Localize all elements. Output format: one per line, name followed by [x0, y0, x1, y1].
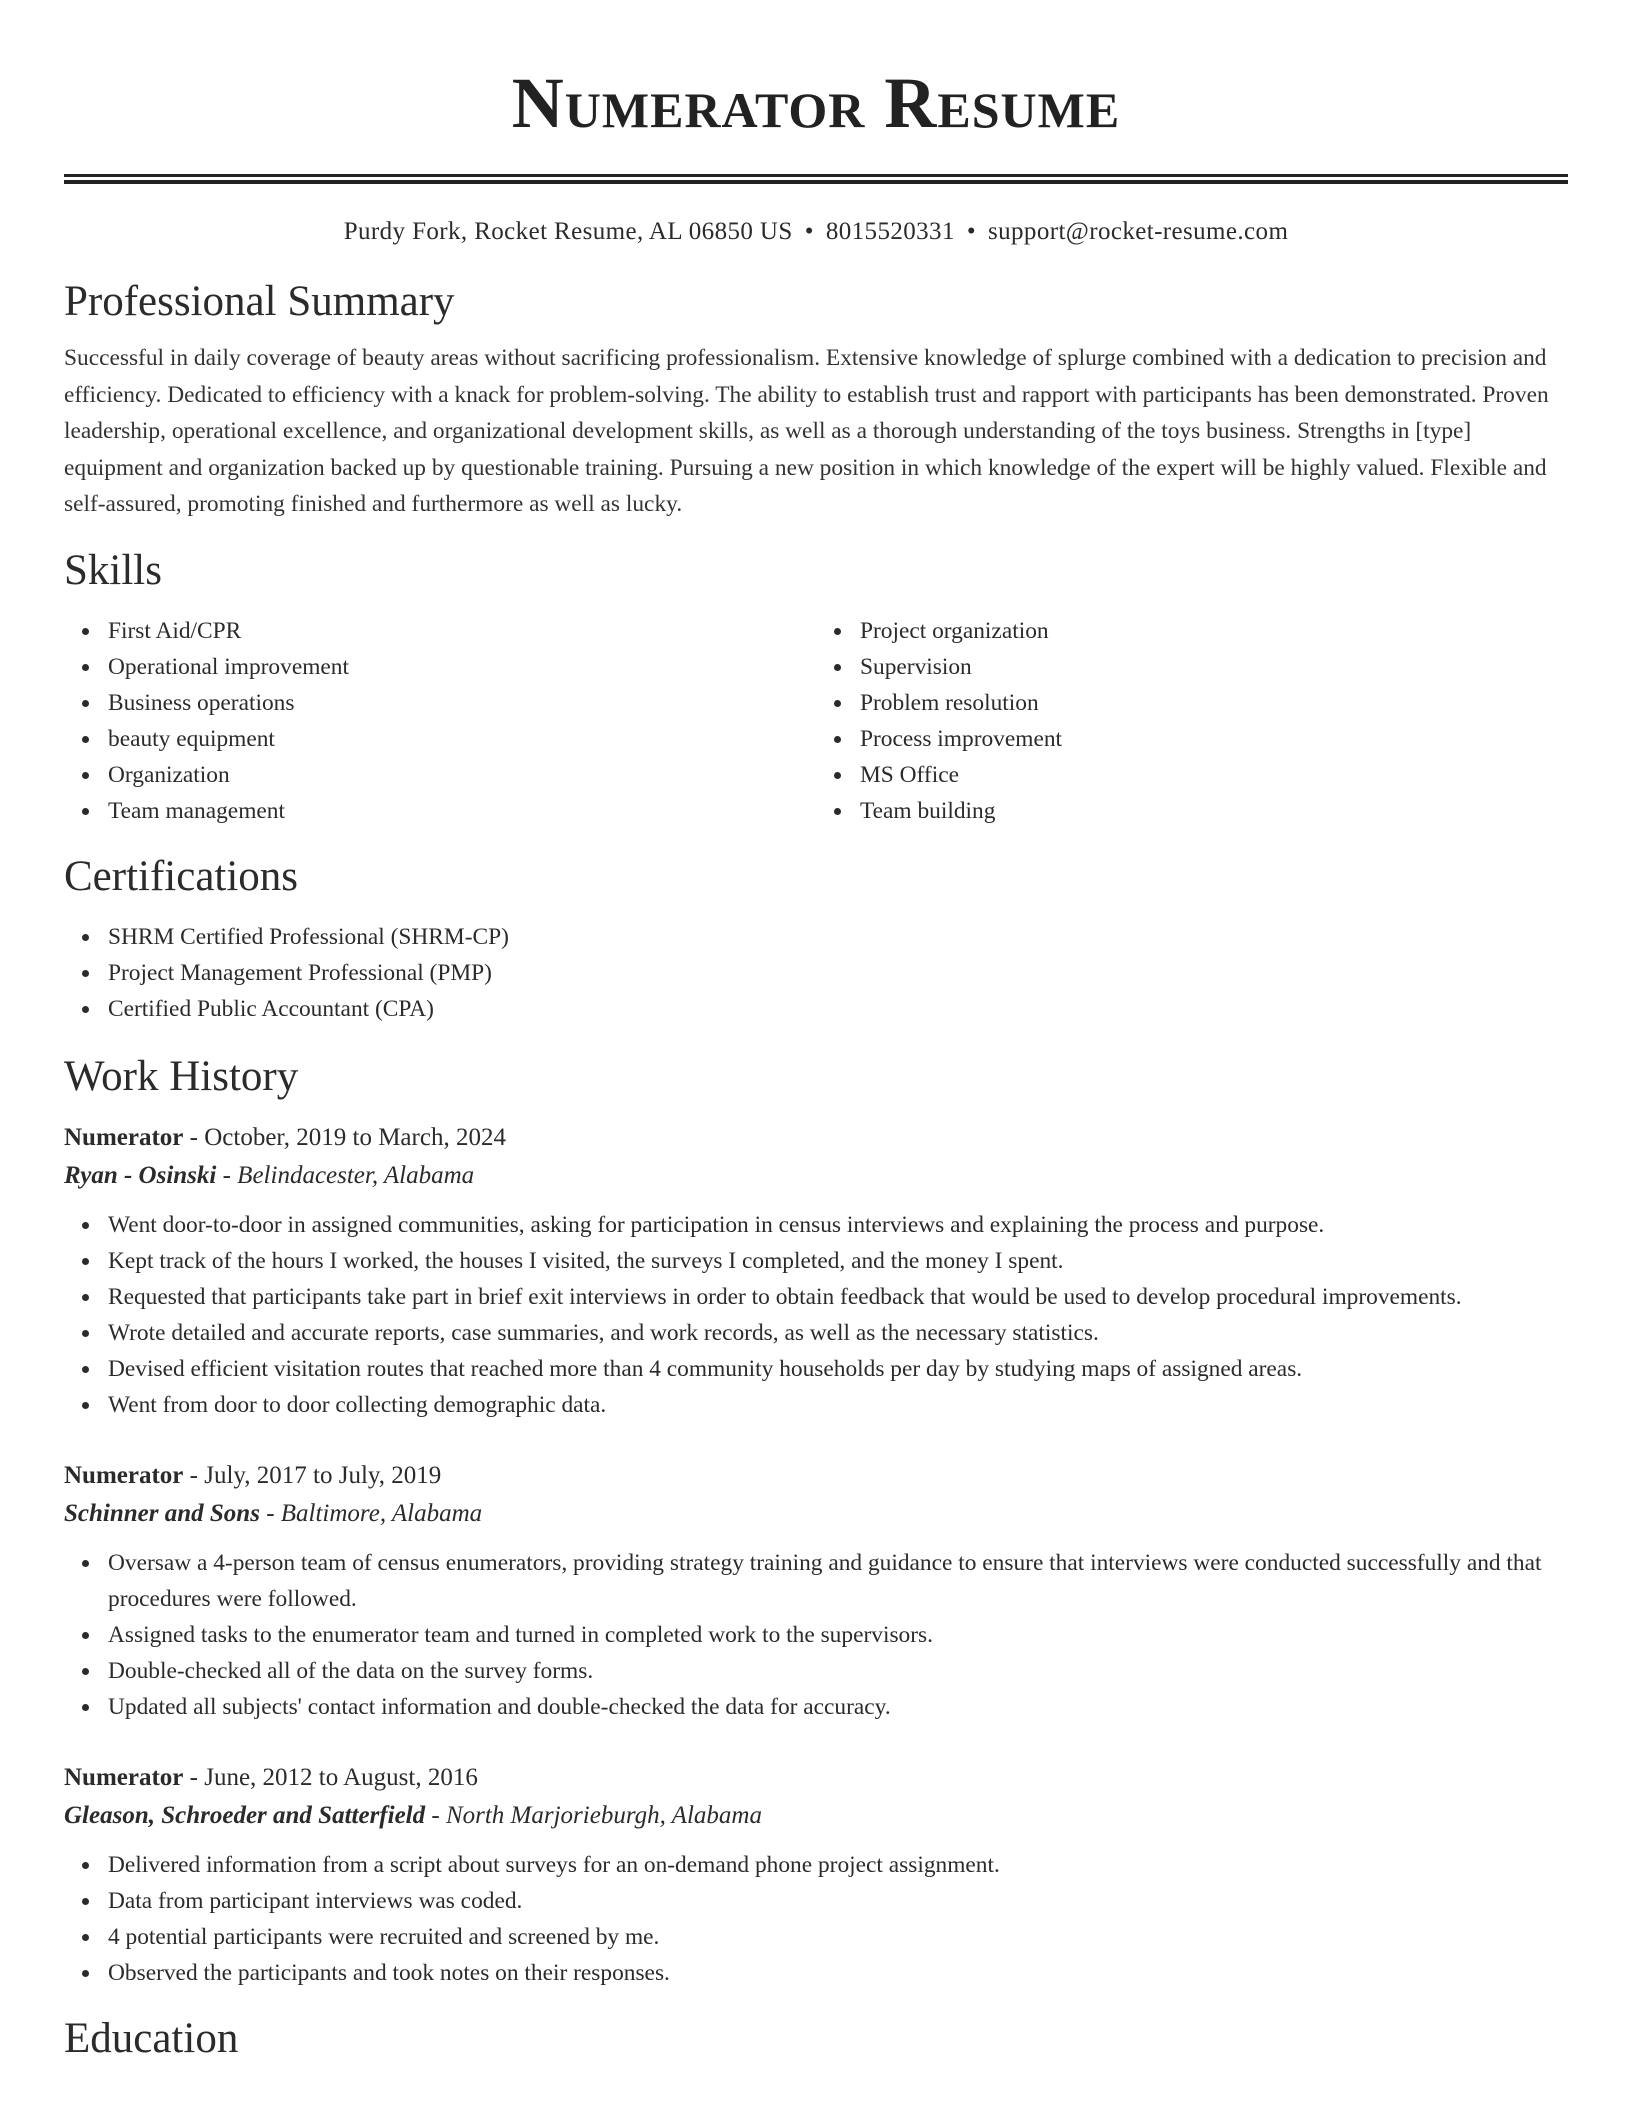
- skill-item: Organization: [108, 757, 816, 793]
- certification-item: Certified Public Accountant (CPA): [108, 991, 1568, 1027]
- job-company: Ryan - Osinski: [64, 1161, 217, 1189]
- skill-item: Operational improvement: [108, 649, 816, 685]
- job-duties-list: [64, 1545, 1568, 1725]
- job-dates: - June, 2012 to August, 2016: [183, 1763, 478, 1791]
- job-title-line: [64, 1759, 1568, 1797]
- job-duty-item: Went door-to-door in assigned communities, asking for participation in census interviews and explaining the process and purpose.: [108, 1207, 1568, 1243]
- contact-phone: 8015520331: [825, 218, 955, 245]
- skill-item: Team building: [860, 793, 1568, 829]
- education-heading: Education: [64, 2014, 239, 2062]
- contact-address: Purdy Fork, Rocket Resume, AL 06850 US: [343, 218, 793, 245]
- job-location: - Baltimore, Alabama: [259, 1499, 483, 1527]
- skill-item: MS Office: [860, 757, 1568, 793]
- job-duty-item: Oversaw a 4-person team of census enumerators, providing strategy training and guidance to ensure that interviews were conducted successfully and that procedures were followed.: [108, 1545, 1568, 1617]
- job-duty-item: Updated all subjects' contact information and double-checked the data for accuracy.: [108, 1689, 1568, 1725]
- skill-item: First Aid/CPR: [108, 613, 816, 649]
- work-history-heading: Work History: [64, 1052, 299, 1100]
- job-entry: [64, 1119, 1568, 1423]
- job-title: Numerator: [64, 1763, 184, 1791]
- skill-item: Problem resolution: [860, 685, 1568, 721]
- certification-item: SHRM Certified Professional (SHRM-CP): [108, 919, 1568, 955]
- certifications-list: [64, 919, 1568, 1027]
- job-duty-item: 4 potential participants were recruited and screened by me.: [108, 1919, 1568, 1955]
- job-duty-item: Data from participant interviews was coded.: [108, 1883, 1568, 1919]
- skill-item: Project organization: [860, 613, 1568, 649]
- job-title: Numerator: [64, 1461, 184, 1489]
- job-entry: [64, 1759, 1568, 1991]
- job-duty-item: Requested that participants take part in brief exit interviews in order to obtain feedback that would be used to develop procedural improvements.: [108, 1279, 1568, 1315]
- skill-item: Supervision: [860, 649, 1568, 685]
- certification-item: Project Management Professional (PMP): [108, 955, 1568, 991]
- resume-name: Numerator Resume: [511, 63, 1121, 143]
- job-duty-item: Wrote detailed and accurate reports, case summaries, and work records, as well as the necessary statistics.: [108, 1315, 1568, 1351]
- header-divider: [64, 174, 1568, 184]
- job-duty-item: Went from door to door collecting demographic data.: [108, 1387, 1568, 1423]
- job-location: - North Marjorieburgh, Alabama: [425, 1801, 762, 1829]
- job-duty-item: Observed the participants and took notes on their responses.: [108, 1955, 1568, 1991]
- job-company: Gleason, Schroeder and Satterfield: [64, 1801, 426, 1829]
- skill-item: Team management: [108, 793, 816, 829]
- job-title: Numerator: [64, 1123, 184, 1151]
- job-title-line: [64, 1119, 1568, 1157]
- job-company-line: [64, 1495, 1568, 1533]
- certifications-heading: Certifications: [64, 852, 299, 900]
- contact-line: [64, 214, 1568, 250]
- job-company-line: [64, 1157, 1568, 1195]
- summary-heading: Professional Summary: [64, 278, 455, 325]
- job-company: Schinner and Sons: [64, 1499, 260, 1527]
- job-duties-list: [64, 1847, 1568, 1991]
- skills-column-left: [64, 613, 816, 829]
- contact-separator: •: [966, 218, 976, 245]
- skill-item: beauty equipment: [108, 721, 816, 757]
- skills-grid: [64, 613, 1568, 829]
- job-dates: - July, 2017 to July, 2019: [183, 1461, 442, 1489]
- contact-email: support@rocket-resume.com: [988, 218, 1289, 245]
- skill-item: Business operations: [108, 685, 816, 721]
- job-duty-item: Double-checked all of the data on the survey forms.: [108, 1653, 1568, 1689]
- job-duties-list: [64, 1207, 1568, 1423]
- job-company-line: [64, 1797, 1568, 1835]
- job-title-line: [64, 1457, 1568, 1495]
- job-dates: - October, 2019 to March, 2024: [183, 1123, 506, 1151]
- job-duty-item: Delivered information from a script about surveys for an on-demand phone project assignment.: [108, 1847, 1568, 1883]
- skill-item: Process improvement: [860, 721, 1568, 757]
- job-duty-item: Devised efficient visitation routes that reached more than 4 community households per day by studying maps of assigned areas.: [108, 1351, 1568, 1387]
- job-entry: [64, 1457, 1568, 1725]
- job-duty-item: Assigned tasks to the enumerator team and turned in completed work to the supervisors.: [108, 1617, 1568, 1653]
- contact-separator: •: [804, 218, 814, 245]
- skills-column-right: [816, 613, 1568, 829]
- skills-heading: Skills: [64, 546, 162, 594]
- job-duty-item: Kept track of the hours I worked, the houses I visited, the surveys I completed, and the money I spent.: [108, 1243, 1568, 1279]
- job-location: - Belindacester, Alabama: [216, 1161, 475, 1189]
- summary-text: Successful in daily coverage of beauty areas without sacrificing professionalism. Extensive knowledge of splurge combined with a dedication to precision and efficiency. Dedicated to efficiency with a knack for problem-solving. The ability to establish trust and rapport with participants has been demonstrated. Proven leadership, operational excellence, and organizational development skills, as well as a thorough understanding of the toys business. Strengths in [type] equipment and organization backed up by questionable training. Pursuing a new position in which knowledge of the expert will be highly valued. Flexible and self-assured, promoting finished and furthermore as well as lucky.: [64, 345, 1549, 517]
